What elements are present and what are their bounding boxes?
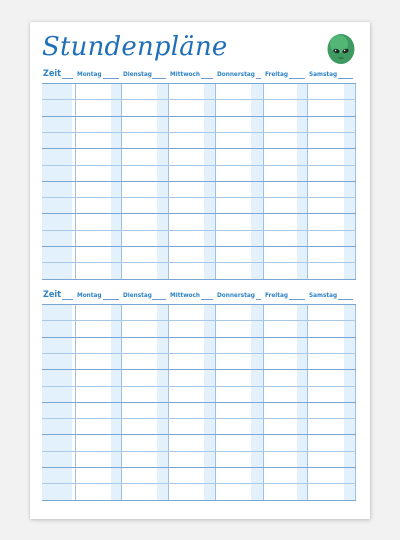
table-row-line [42,369,356,370]
header-underline [289,78,305,79]
column-header-samstag: Samstag [309,291,338,299]
alien-face-icon [326,32,356,66]
timetable-grid [42,83,356,279]
column-header-zeit: Zeit [43,290,62,300]
table-row-line [42,230,356,231]
header-underline [256,78,261,79]
column-header-donnerstag: Donnerstag [217,70,255,78]
header-underline [338,78,353,79]
header-underline [152,299,166,300]
table-row-line [42,279,356,280]
table-row-line [42,148,356,149]
column-header-montag: Montag [77,291,102,299]
column-header-freitag: Freitag [265,70,288,78]
table-row-line [42,353,356,354]
column-header-dienstag: Dienstag [123,291,152,299]
page-title: Stundenpläne [42,32,228,62]
timetable-header [42,69,356,80]
timetable-sheet [30,22,370,519]
header-underline [256,299,261,300]
table-row-line [42,304,356,305]
table-row-line [42,246,356,247]
table-row-line [42,434,356,435]
column-header-samstag: Samstag [309,70,338,78]
header-underline [152,78,166,79]
table-row-line [42,451,356,452]
column-header-freitag: Freitag [265,291,288,299]
table-row-line [42,500,356,501]
column-header-mittwoch: Mittwoch [170,291,200,299]
table-row-line [42,467,356,468]
table-row-line [42,418,356,419]
timetable-header [42,290,356,301]
table-row-line [42,132,356,133]
column-header-mittwoch: Mittwoch [170,70,200,78]
column-header-zeit: Zeit [43,69,62,79]
header-underline [103,78,119,79]
header-underline [201,299,213,300]
table-row-line [42,386,356,387]
table-row-line [42,83,356,84]
table-row-line [42,165,356,166]
table-row-line [42,483,356,484]
timetable-2 [42,290,356,524]
table-row-line [42,262,356,263]
table-row-line [42,197,356,198]
table-row-line [42,320,356,321]
table-row-line [42,116,356,117]
timetable-grid [42,304,356,500]
timetable-1 [42,69,356,303]
header-underline [201,78,213,79]
column-header-montag: Montag [77,70,102,78]
header-underline [289,299,305,300]
table-row-line [42,402,356,403]
column-header-dienstag: Dienstag [123,70,152,78]
header-underline [338,299,353,300]
header-underline [103,299,119,300]
table-row-line [42,213,356,214]
table-row-line [42,181,356,182]
table-row-line [42,99,356,100]
header-underline [62,78,73,79]
table-row-line [42,337,356,338]
header-underline [62,299,73,300]
column-header-donnerstag: Donnerstag [217,291,255,299]
